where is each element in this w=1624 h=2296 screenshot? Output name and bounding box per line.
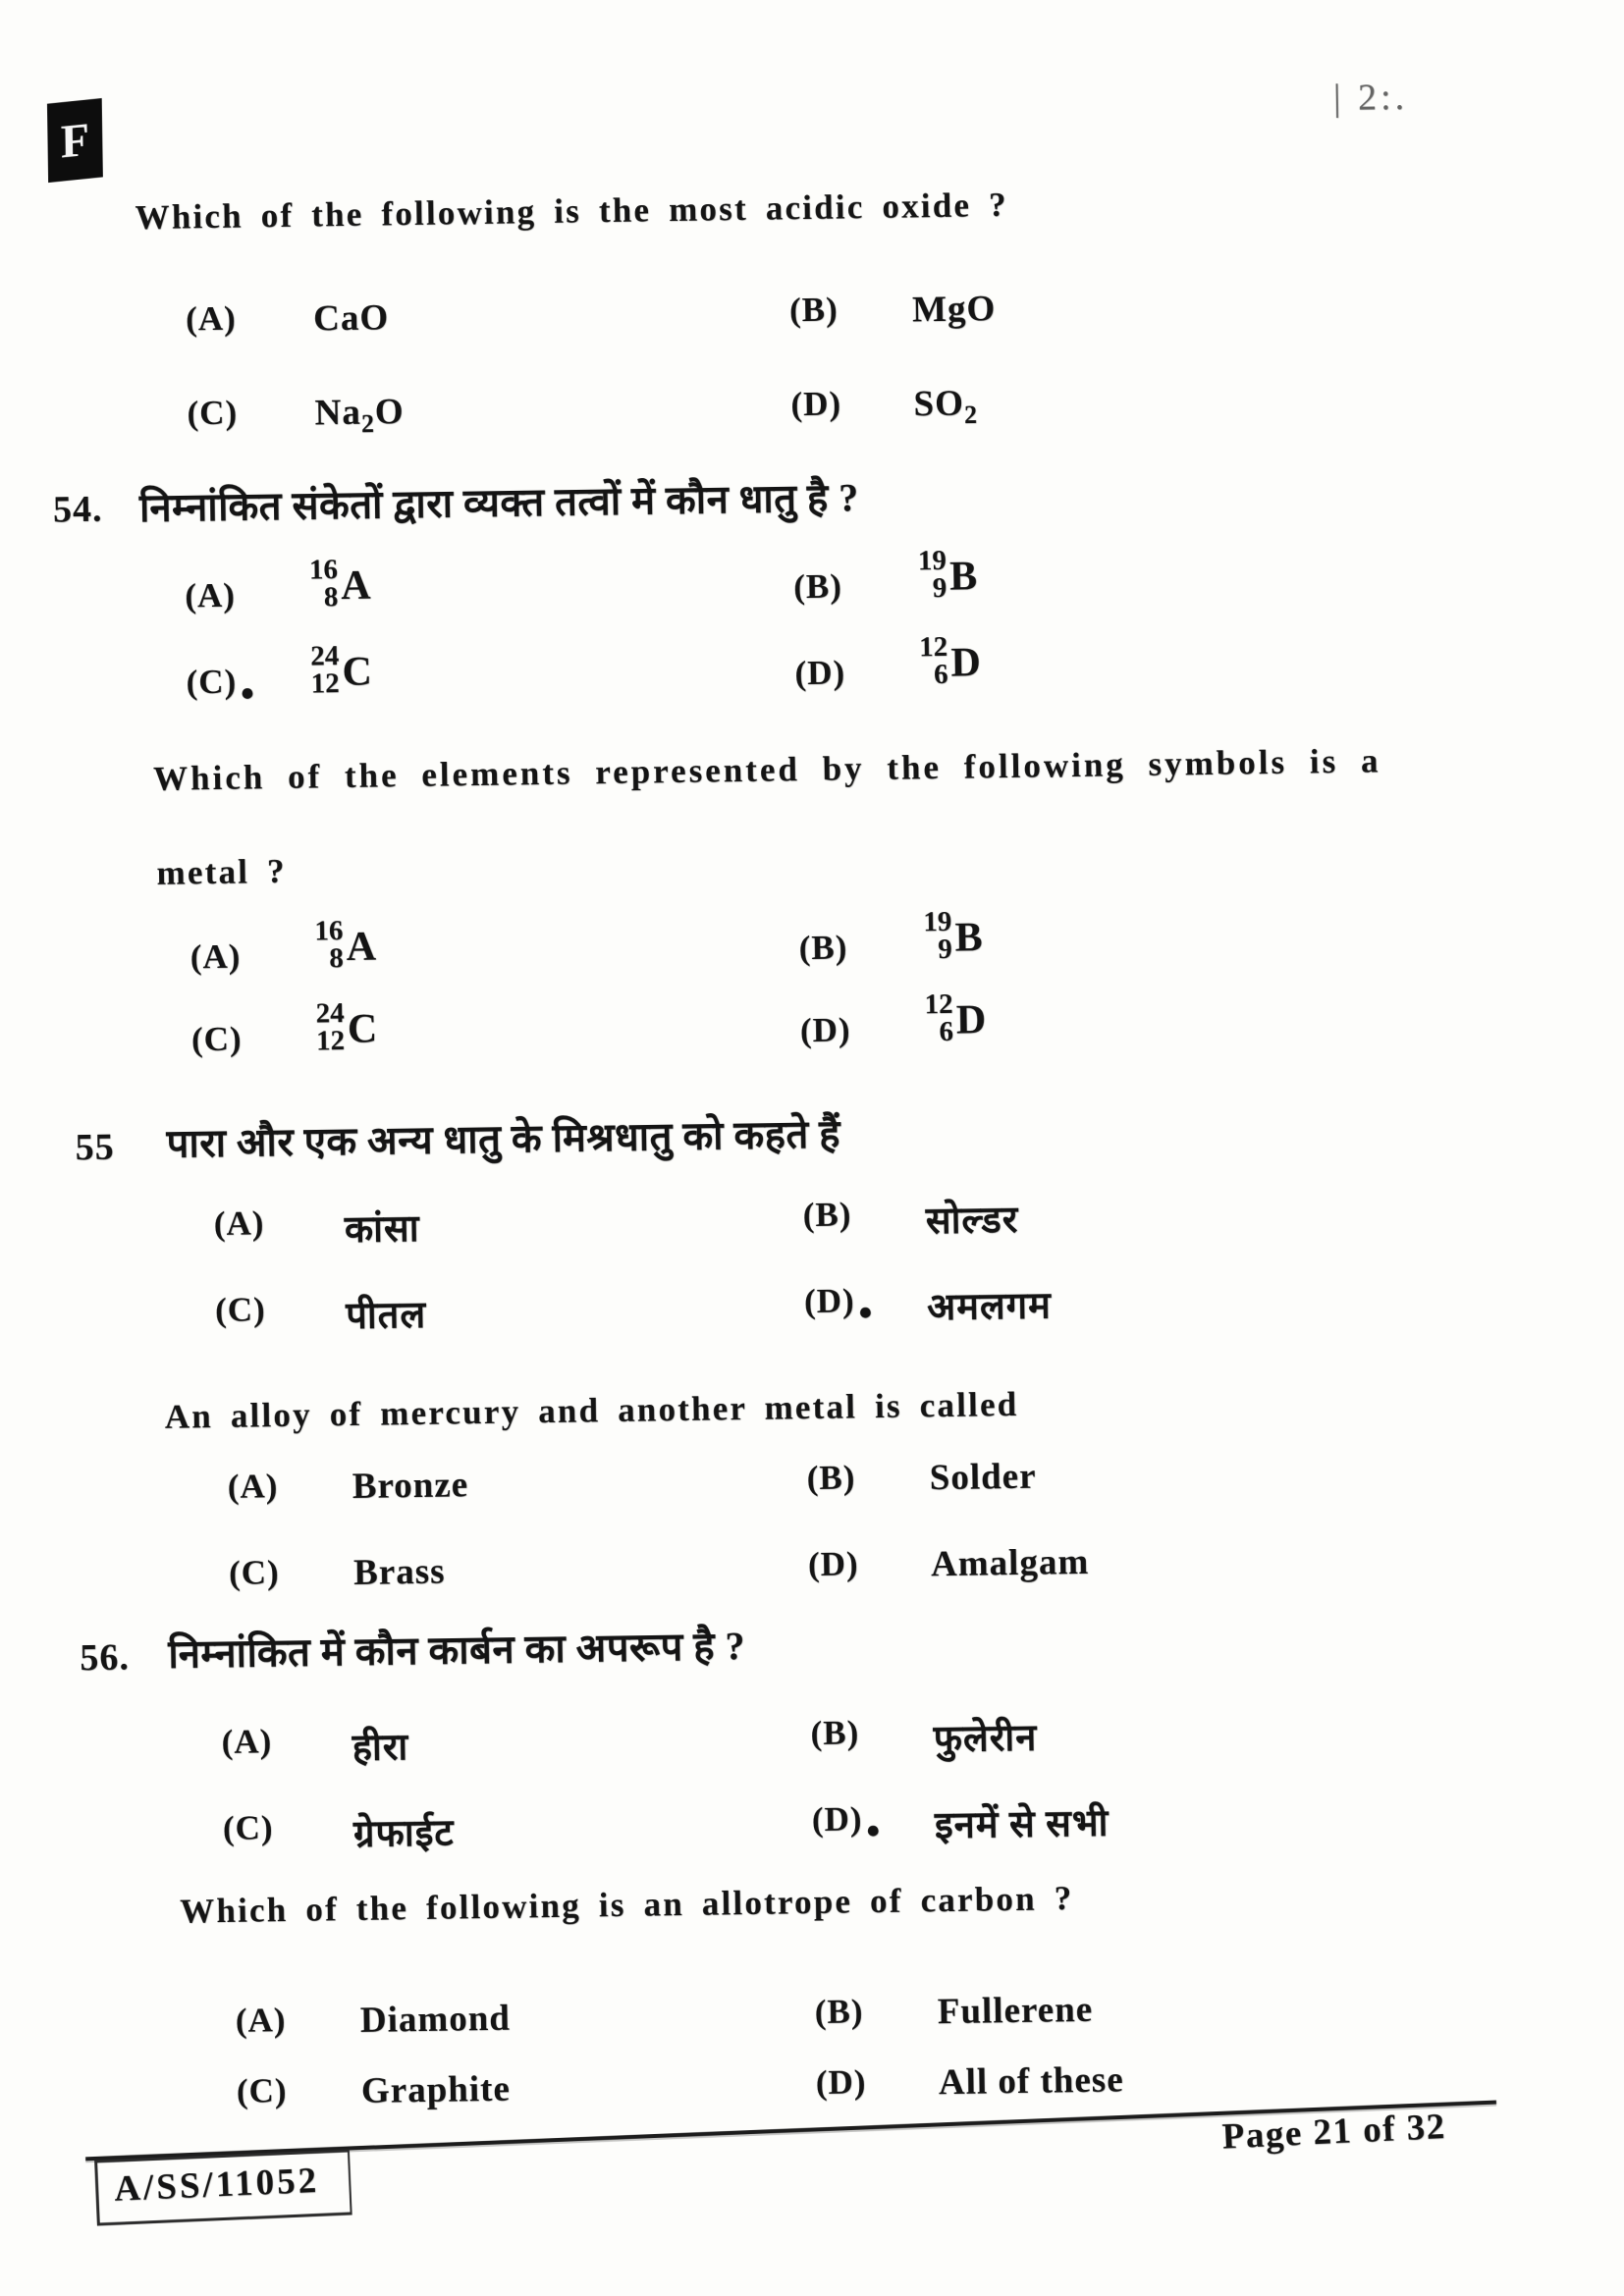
isotope-symbol: D <box>955 996 987 1043</box>
option-marker: (C) <box>228 1553 280 1592</box>
series-letter: F <box>60 112 90 169</box>
option-text: All of these <box>938 2059 1124 2104</box>
option-marker: (D) <box>807 1544 859 1584</box>
question-text-english: Which of the following is the most acidic oxide ? <box>135 185 1009 238</box>
option-marker: (A) <box>189 936 242 977</box>
option-text: Graphite <box>360 2068 512 2111</box>
option-text: Fullerene <box>937 1989 1094 2033</box>
option-marker: (B) <box>802 1195 852 1235</box>
isotope-notation <box>918 630 982 690</box>
question-number: 55 <box>75 1126 115 1169</box>
option-text: Solder <box>929 1456 1037 1499</box>
question-text-english: Which of the elements represented by the following symbols is a <box>152 741 1381 798</box>
isotope-mass: 24 <box>310 640 340 672</box>
answer-dot: ● <box>240 679 256 707</box>
isotope-mass: 12 <box>918 630 948 664</box>
option-text: Brass <box>352 1551 446 1593</box>
option-marker: (A) <box>185 575 237 615</box>
option-marker: (C) <box>190 1019 243 1059</box>
question-text-hindi: निम्नांकित में कौन कार्बन का अपरूप है ? <box>167 1624 746 1677</box>
option-text: Bronze <box>352 1465 469 1507</box>
isotope-notation <box>923 905 983 965</box>
option-marker: (C) <box>222 1808 274 1847</box>
isotope-symbol: B <box>948 554 978 600</box>
isotope-symbol: D <box>950 639 982 686</box>
option-marker: (D) <box>794 653 846 693</box>
option-marker: (D) <box>790 384 842 424</box>
option-text: सोल्डर <box>925 1199 1019 1243</box>
isotope-notation <box>315 997 378 1057</box>
option-marker: (B) <box>788 290 839 330</box>
option-marker: (C) <box>236 2071 288 2110</box>
option-marker: (B) <box>798 928 848 968</box>
isotope-atomic: 6 <box>939 1015 954 1047</box>
option-marker: (A) <box>227 1467 279 1506</box>
option-marker: (A) <box>185 298 238 339</box>
page-number-mark: | 2:. <box>1332 76 1409 120</box>
isotope-atomic: 6 <box>933 658 948 690</box>
option-text: ग्रेफाईट <box>352 1812 455 1856</box>
option-text: कांसा <box>344 1207 420 1252</box>
isotope-atomic: 9 <box>932 571 947 604</box>
option-text: Amalgam <box>930 1541 1090 1585</box>
paper-code: A/SS/11052 <box>94 2150 352 2226</box>
option-marker: (D) <box>799 1010 851 1050</box>
isotope-notation <box>314 915 377 974</box>
isotope-atomic: 8 <box>329 941 345 974</box>
isotope-mass: 19 <box>923 905 952 938</box>
option-marker: (B) <box>810 1713 860 1753</box>
series-letter-badge <box>47 98 103 183</box>
option-marker: (B) <box>814 1992 864 2032</box>
isotope-symbol: C <box>347 1006 378 1052</box>
isotope-symbol: A <box>340 562 371 609</box>
option-marker: (C) <box>214 1290 266 1330</box>
isotope-mass: 16 <box>314 915 344 947</box>
page-indicator: Page 21 of 32 <box>1220 2106 1447 2158</box>
option-marker: (A) <box>221 1722 273 1761</box>
isotope-symbol: B <box>954 914 983 961</box>
option-text: MgO <box>911 289 997 331</box>
option-marker: (B) <box>806 1458 856 1498</box>
formula-base: SO <box>913 383 965 425</box>
isotope-mass: 12 <box>924 988 953 1021</box>
answer-dot: ● <box>865 1817 882 1844</box>
option-marker: (C) ● <box>186 662 256 707</box>
question-number: 54. <box>52 488 103 531</box>
option-marker: (B) <box>792 566 843 607</box>
isotope-mass: 16 <box>308 554 339 586</box>
isotope-atomic: 9 <box>938 933 952 965</box>
question-text-english: Which of the following is an allotrope of carbon ? <box>179 1879 1074 1931</box>
answer-dot: ● <box>857 1299 875 1326</box>
isotope-notation <box>917 544 978 604</box>
option-formula <box>314 391 405 440</box>
option-marker: (A) <box>235 2001 287 2040</box>
option-text: हीरा <box>352 1727 409 1770</box>
formula-tail: O <box>374 392 405 433</box>
isotope-notation <box>308 554 371 613</box>
isotope-notation <box>310 640 373 700</box>
option-text: Diamond <box>359 1998 512 2041</box>
option-text: पीतल <box>345 1294 427 1338</box>
option-text: अमलगम <box>926 1285 1053 1329</box>
question-text-hindi: पारा और एक अन्य धातु के मिश्रधातु को कहते हैं <box>166 1111 841 1166</box>
option-text: इनमें से सभी <box>934 1802 1110 1847</box>
question-text-english: An alloy of mercury and another metal is called <box>164 1384 1019 1436</box>
option-marker: (D) <box>815 2062 867 2103</box>
question-text-hindi: निम्नांकित संकेतों द्वारा व्यक्त तत्वों में कौन धातु है ? <box>138 475 860 531</box>
option-marker: (D) ● <box>811 1799 882 1844</box>
option-text: फुलेरीन <box>933 1717 1038 1761</box>
question-number: 56. <box>80 1636 131 1680</box>
isotope-atomic: 8 <box>323 580 339 613</box>
isotope-mass: 19 <box>917 544 947 577</box>
option-text: CaO <box>312 297 390 340</box>
isotope-notation <box>924 990 986 1045</box>
formula-subscript: 2 <box>963 400 979 430</box>
isotope-symbol: C <box>342 649 373 695</box>
isotope-symbol: A <box>346 924 377 970</box>
formula-base: Na <box>314 392 362 434</box>
question-text-english: metal ? <box>156 851 288 892</box>
option-formula <box>913 382 978 430</box>
isotope-mass: 24 <box>315 997 345 1030</box>
option-marker: (D) ● <box>803 1281 875 1326</box>
isotope-atomic: 12 <box>315 1024 346 1057</box>
option-marker: (C) <box>187 393 239 433</box>
option-marker: (A) <box>213 1203 265 1244</box>
formula-subscript: 2 <box>360 408 376 439</box>
isotope-atomic: 12 <box>310 667 340 700</box>
